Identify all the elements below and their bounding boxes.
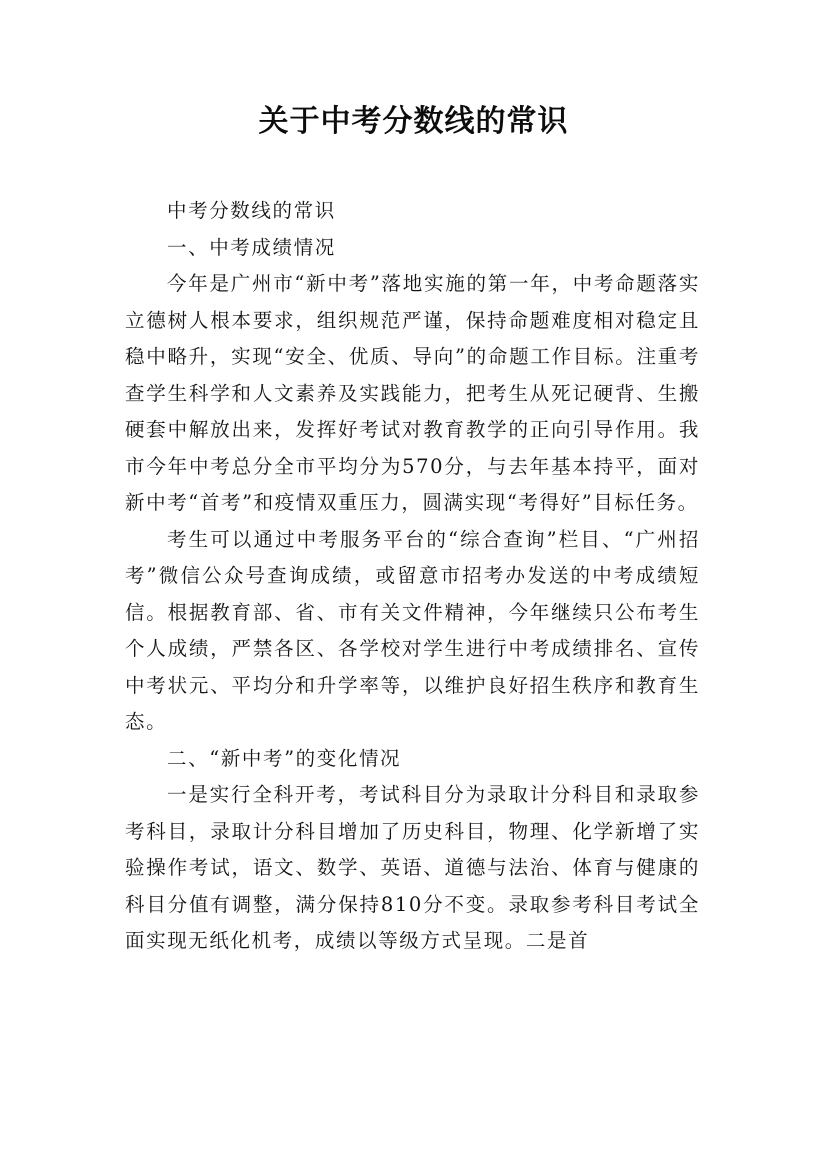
section-heading-score-situation: 一、中考成绩情况 [167, 235, 336, 259]
paragraph-score-query: 考生可以通过中考服务平台的“综合查询”栏目、“广州招考”微信公众号查询成绩，或留意市招考办发送的中考成绩短信。根据教育部、省、市有关文件精神，今年继续只公布考生个人成绩，严禁各区、各学校对学生进行中考成绩排名、宣传中考状元、平均分和升学率等，以维护良好招生秩序和教育生态。 [125, 527, 700, 733]
paragraph-exam-overview: 今年是广州市“新中考”落地实施的第一年，中考命题落实立德树人根本要求，组织规范严谨，保持命题难度相对稳定且稳中略升，实现“安全、优质、导向”的命题工作目标。注重考查学生科学和人文素养及实践能力，把考生从死记硬背、生搬硬套中解放出来，发挥好考试对教育教学的正向引导作用。我市今年中考总分全市平均分为570分，与去年基本持平，面对新中考“首考”和疫情双重压力，圆满实现“考得好”目标任务。 [125, 272, 700, 514]
paragraph-subtitle: 中考分数线的常识 [167, 199, 336, 222]
document-title: 关于中考分数线的常识 [258, 104, 569, 139]
paragraph-subject-changes: 一是实行全科开考，考试科目分为录取计分科目和录取参考科目，录取计分科目增加了历史科目，物理、化学新增了实验操作考试，语文、数学、英语、道德与法治、体育与健康的科目分值有调整，满分保持810分不变。录取参考科目考试全面实现无纸化机考，成绩以等级方式呈现。二是首 [125, 783, 700, 952]
document-body [125, 193, 700, 960]
section-heading-changes: 二、“新中考”的变化情况 [167, 746, 402, 770]
